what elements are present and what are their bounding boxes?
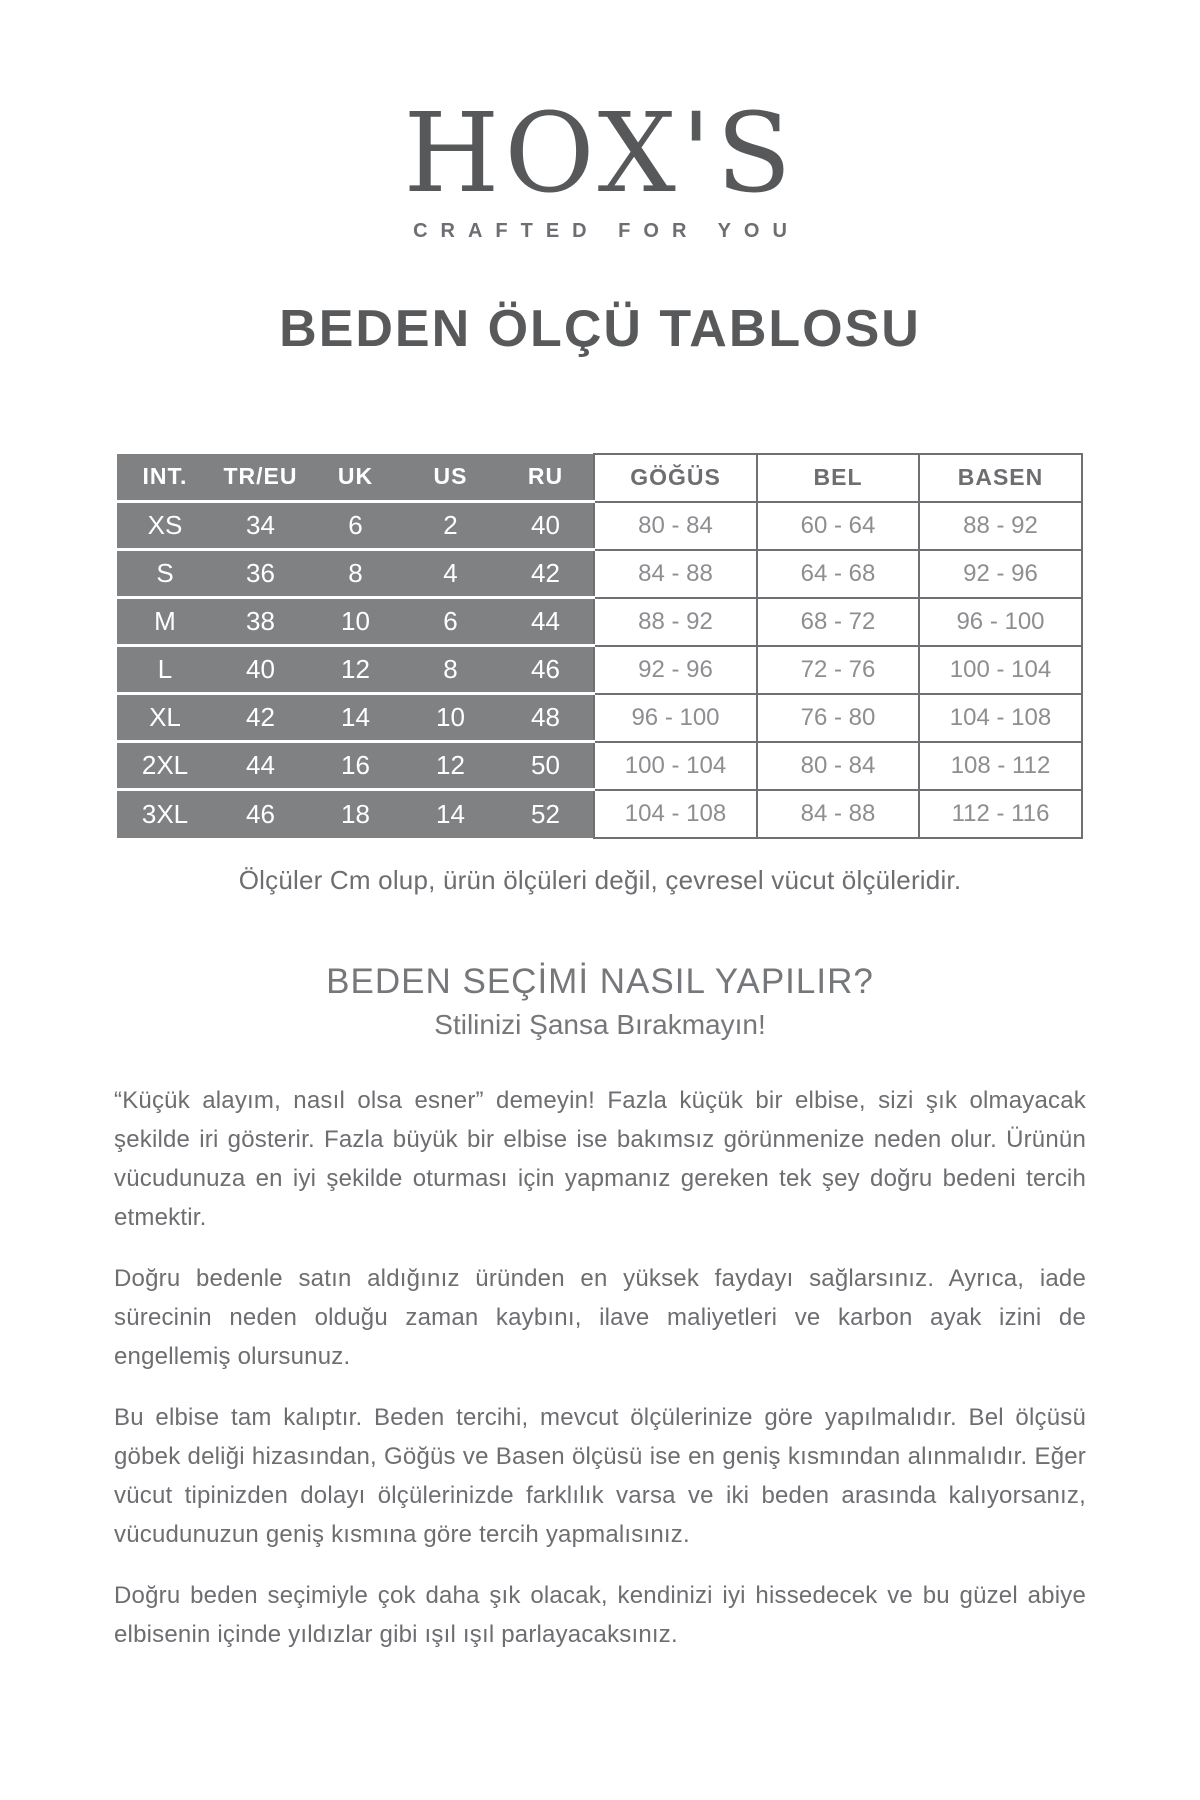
measure-cell: 104 - 108 bbox=[919, 694, 1082, 742]
size-cell: 2 bbox=[403, 502, 498, 550]
size-cell: 12 bbox=[308, 646, 403, 694]
measure-cell: 112 - 116 bbox=[919, 790, 1082, 838]
measure-cell: 80 - 84 bbox=[594, 502, 757, 550]
column-header-us: US bbox=[403, 454, 498, 502]
table-row bbox=[117, 790, 1082, 838]
size-cell: L bbox=[117, 646, 213, 694]
size-cell: 12 bbox=[403, 742, 498, 790]
size-cell: 4 bbox=[403, 550, 498, 598]
size-cell: 44 bbox=[498, 598, 594, 646]
column-header-gogus: GÖĞÜS bbox=[594, 454, 757, 502]
table-row bbox=[117, 694, 1082, 742]
measure-cell: 88 - 92 bbox=[919, 502, 1082, 550]
size-cell: 34 bbox=[213, 502, 308, 550]
size-cell: 42 bbox=[213, 694, 308, 742]
measure-cell: 100 - 104 bbox=[594, 742, 757, 790]
guide-paragraph: Bu elbise tam kalıptır. Beden tercihi, mevcut ölçülerinize göre yapılmalıdır. Bel ölçüsü göbek deliği hizasından, Göğüs ve Basen ölçüsü ise en geniş kısmından alınmalıdır. Eğer vücut tipinizden dolayı ölçülerinizde farklılık varsa ve iki beden arasında kalıyorsanız, vücudunuzun geniş kısmına göre tercih yapmalısınız. bbox=[114, 1403, 1086, 1548]
column-header-tr-eu: TR/EU bbox=[213, 454, 308, 502]
measure-cell: 92 - 96 bbox=[919, 550, 1082, 598]
size-cell: M bbox=[117, 598, 213, 646]
brand-logo bbox=[0, 0, 1200, 243]
size-cell: XL bbox=[117, 694, 213, 742]
measure-cell: 88 - 92 bbox=[594, 598, 757, 646]
column-header-uk: UK bbox=[308, 454, 403, 502]
size-cell: 2XL bbox=[117, 742, 213, 790]
guide-paragraph: Doğru bedenle satın aldığınız üründen en yüksek faydayı sağlarsınız. Ayrıca, iade sürecinin neden olduğu zaman kaybını, ilave maliyetleri ve karbon ayak izini de engellemiş olursunuz. bbox=[114, 1264, 1086, 1370]
brand-tagline: CRAFTED FOR YOU bbox=[413, 219, 800, 242]
size-cell: 46 bbox=[213, 790, 308, 838]
measure-cell: 84 - 88 bbox=[594, 550, 757, 598]
measure-cell: 92 - 96 bbox=[594, 646, 757, 694]
column-header-ru: RU bbox=[498, 454, 594, 502]
size-cell: 6 bbox=[308, 502, 403, 550]
column-header-bel: BEL bbox=[757, 454, 919, 502]
measure-cell: 68 - 72 bbox=[757, 598, 919, 646]
table-row bbox=[117, 742, 1082, 790]
measure-cell: 96 - 100 bbox=[919, 598, 1082, 646]
size-cell: 48 bbox=[498, 694, 594, 742]
table-row bbox=[117, 646, 1082, 694]
guide-heading: BEDEN SEÇİMİ NASIL YAPILIR? bbox=[326, 961, 874, 1001]
size-cell: 36 bbox=[213, 550, 308, 598]
size-cell: 6 bbox=[403, 598, 498, 646]
measure-cell: 60 - 64 bbox=[757, 502, 919, 550]
measure-cell: 64 - 68 bbox=[757, 550, 919, 598]
table-row bbox=[117, 502, 1082, 550]
size-cell: 8 bbox=[308, 550, 403, 598]
guide-subheading: Stilinizi Şansa Bırakmayın! bbox=[434, 1008, 766, 1040]
measurement-note: Ölçüler Cm olup, ürün ölçüleri değil, çevresel vücut ölçüleridir. bbox=[238, 864, 962, 895]
size-cell: 18 bbox=[308, 790, 403, 838]
size-cell: S bbox=[117, 550, 213, 598]
size-cell: 40 bbox=[498, 502, 594, 550]
column-header-int: INT. bbox=[117, 454, 213, 502]
size-cell: 10 bbox=[403, 694, 498, 742]
size-cell: XS bbox=[117, 502, 213, 550]
size-cell: 8 bbox=[403, 646, 498, 694]
measure-cell: 72 - 76 bbox=[757, 646, 919, 694]
brand-name: HOX'S bbox=[403, 89, 797, 217]
guide-paragraph: Doğru beden seçimiyle çok daha şık olacak, kendinizi iyi hissedecek ve bu güzel abiye elbisenin içinde yıldızlar gibi ışıl ışıl parlayacaksınız. bbox=[114, 1581, 1086, 1648]
size-table bbox=[117, 453, 1083, 839]
size-cell: 16 bbox=[308, 742, 403, 790]
size-table-body bbox=[117, 502, 1082, 838]
size-cell: 14 bbox=[403, 790, 498, 838]
measure-cell: 84 - 88 bbox=[757, 790, 919, 838]
page-title: BEDEN ÖLÇÜ TABLOSU bbox=[279, 299, 921, 358]
table-row bbox=[117, 550, 1082, 598]
column-header-basen: BASEN bbox=[919, 454, 1082, 502]
table-row bbox=[117, 598, 1082, 646]
size-cell: 38 bbox=[213, 598, 308, 646]
measure-cell: 96 - 100 bbox=[594, 694, 757, 742]
measure-cell: 80 - 84 bbox=[757, 742, 919, 790]
measure-cell: 100 - 104 bbox=[919, 646, 1082, 694]
size-cell: 46 bbox=[498, 646, 594, 694]
guide-paragraph: “Küçük alayım, nasıl olsa esner” demeyin! Fazla küçük bir elbise, sizi şık olmayacak şekilde iri gösterir. Fazla büyük bir elbise ise bakımsız görünmenize neden olur. Ürünün vücudunuza en iyi şekilde oturması için yapmanız gereken tek şey doğru bedeni tercih etmektir. bbox=[114, 1086, 1086, 1231]
size-cell: 50 bbox=[498, 742, 594, 790]
measure-cell: 104 - 108 bbox=[594, 790, 757, 838]
size-cell: 52 bbox=[498, 790, 594, 838]
size-table-container bbox=[0, 453, 1200, 839]
size-cell: 42 bbox=[498, 550, 594, 598]
guide-body bbox=[114, 1081, 1086, 1654]
size-cell: 10 bbox=[308, 598, 403, 646]
measure-cell: 108 - 112 bbox=[919, 742, 1082, 790]
size-cell: 3XL bbox=[117, 790, 213, 838]
measure-cell: 76 - 80 bbox=[757, 694, 919, 742]
size-cell: 44 bbox=[213, 742, 308, 790]
size-cell: 14 bbox=[308, 694, 403, 742]
table-header-row bbox=[117, 454, 1082, 502]
size-cell: 40 bbox=[213, 646, 308, 694]
